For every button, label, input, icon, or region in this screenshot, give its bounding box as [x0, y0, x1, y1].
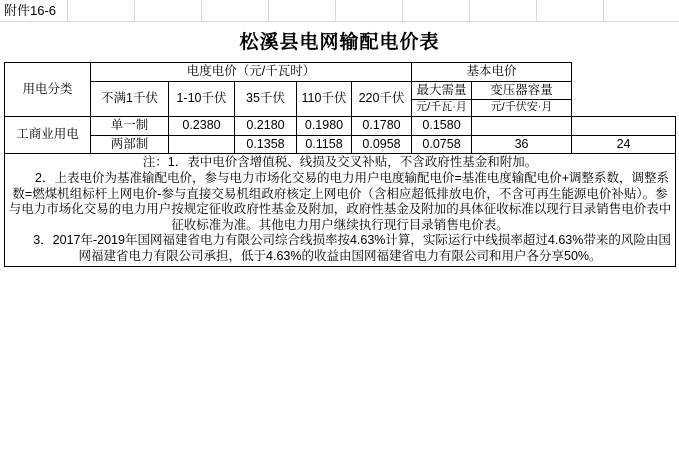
cell-two-part-v2: 0.1158: [297, 135, 352, 154]
table-row: [5, 135, 676, 154]
note-3: 3．2017年-2019年国网福建省电力有限公司综合线损率按4.63%计算，实际运行中线损率超过4.63%带来的风险由国网福建省电力有限公司承担，低于4.63%的收益由国网福建省电力有限公司和用户各分享50%。: [33, 233, 671, 263]
note-2: 2．上表电价为基准输配电价，参与电力市场化交易的电力用户电度输配电价=基准电度输配电价+调整系数，调整系数=燃煤机组标杆上网电价-参与直接交易机组政府核定上网电价（含相应超低排放电价，不含可再生能源电价补贴）。参与电力市场化交易的电力用户按规定征收政府性基金及附加，政府性基金及附加的具体征收标准以现行目录销售电价表中征收标准为准。其他电力用户继续执行现行目录销售电价表。: [8, 170, 672, 232]
cell-two-part-v3: 0.0958: [352, 135, 412, 154]
cell-single-v2: 0.1980: [297, 117, 352, 136]
cell-single-v1: 0.2180: [235, 117, 297, 136]
header-max-demand-unit: 元/千瓦·月: [412, 100, 472, 117]
table-header-row-2: [5, 81, 676, 100]
header-max-demand: 最大需量: [412, 81, 472, 100]
table-row: [5, 117, 676, 136]
header-voltage-1: 1-10千伏: [169, 81, 235, 116]
header-voltage-4: 220千伏: [352, 81, 412, 116]
cell-two-part-v4: 0.0758: [412, 135, 472, 154]
header-voltage-0: 不满1千伏: [91, 81, 169, 116]
header-category: 用电分类: [5, 63, 91, 117]
note-1: 注：1．表中电价含增值税、线损及交叉补贴，不含政府性基金和附加。: [142, 155, 538, 170]
cell-single-v3: 0.1780: [352, 117, 412, 136]
row-label-two-part: 两部制: [91, 135, 169, 154]
table-note-row: [5, 154, 676, 266]
cell-two-part-transformer: 24: [572, 135, 676, 154]
cell-single-v4: 0.1580: [412, 117, 472, 136]
cell-single-transformer: [572, 117, 676, 136]
row-label-single: 单一制: [91, 117, 169, 136]
price-table: [4, 62, 676, 267]
table-header-row-1: [5, 63, 676, 82]
row-group-label: 工商业用电: [5, 117, 91, 154]
attachment-number: 附件16-6: [4, 3, 57, 18]
header-voltage-3: 110千伏: [297, 81, 352, 116]
header-energy-group: 电度电价（元/千瓦时）: [91, 63, 412, 82]
header-transformer-unit: 元/千伏安·月: [472, 100, 572, 117]
cell-single-v0: 0.2380: [169, 117, 235, 136]
header-basic-group: 基本电价: [412, 63, 572, 82]
page-title: 松溪县电网输配电价表: [239, 32, 440, 53]
header-voltage-2: 35千伏: [235, 81, 297, 116]
header-transformer-capacity: 变压器容量: [472, 81, 572, 100]
cell-single-max-demand: [472, 117, 572, 136]
cell-two-part-v0: [169, 135, 235, 154]
top-grid-decoration: [0, 0, 679, 22]
cell-two-part-v1: 0.1358: [235, 135, 297, 154]
notes-cell: [5, 154, 676, 266]
cell-two-part-max-demand: 36: [472, 135, 572, 154]
